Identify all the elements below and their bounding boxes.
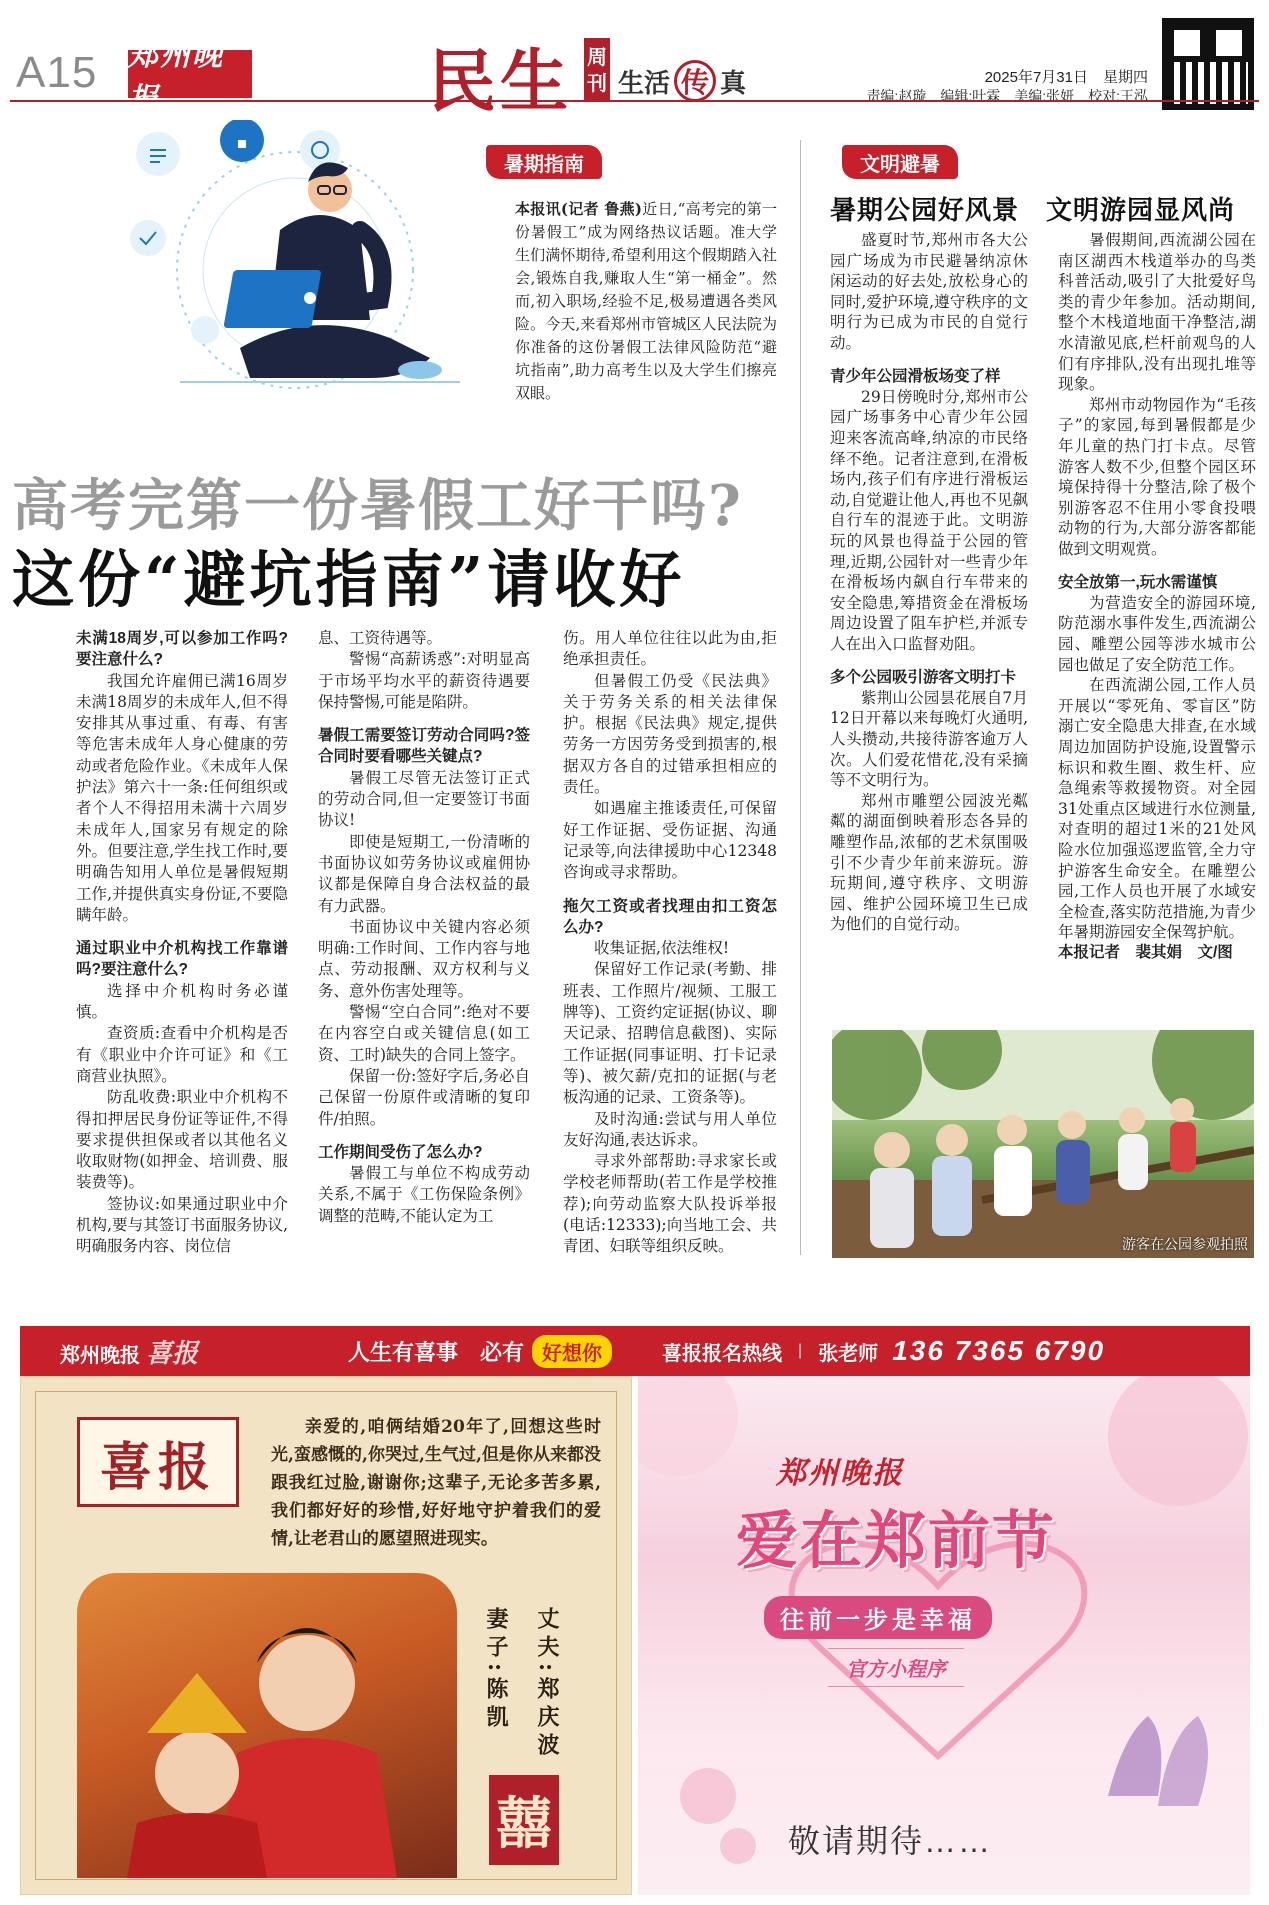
- lead-prefix: 本报讯(记者 鲁燕): [515, 200, 642, 218]
- paragraph: 暑假工尽管无法签订正式的劳动合同,但一定要签订书面协议!: [318, 768, 530, 830]
- masthead-rule: [10, 100, 1259, 102]
- subheading: 多个公园吸引游客文明打卡: [830, 668, 1017, 686]
- paragraph: 及时沟通:尝试与用人单位友好沟通,表达诉求。: [563, 1109, 777, 1149]
- paper-logo: 郑州晚报: [128, 50, 252, 98]
- ad-hotline-label: 喜报报名热线: [662, 1342, 783, 1365]
- laptop-student-illustration: [120, 120, 470, 420]
- byline: 本报记者 裴其娟 文/图: [1058, 943, 1233, 961]
- paragraph: 盛夏时节,郑州市各大公园广场成为市民避暑纳凉休闲运动的好去处,放松身心的同时,爱护环境,遵守秩序的文明行为已成为市民的自觉行动。: [830, 231, 1028, 352]
- paragraph: 郑州市动物园作为“毛孩子”的家园,每到暑假都是少年儿童的热门打卡点。尽管游客人数不少,但整个园区环境保持得十分整洁,除了极个别游客忍不住用小零食投喂动物的行为,大部分游客都能做到文明观赏。: [1058, 395, 1256, 558]
- paragraph: 为营造安全的游园环境,防范溺水事件发生,西流湖公园、雕塑公园等涉水城市公园也做足了安全防范工作。: [1058, 593, 1256, 674]
- park-photo: [832, 1030, 1254, 1258]
- page-number: A15: [16, 48, 98, 97]
- lead-paragraph: [515, 198, 777, 405]
- subheading: 拖欠工资或者找理由扣工资怎么办?: [563, 897, 777, 936]
- right-headline: 暑期公园好风景 文明游园显风尚: [830, 196, 1236, 226]
- ad-phone[interactable]: 136 7365 6790: [892, 1335, 1106, 1366]
- editors-line: 责编:赵璇 编辑:叶霖 美编:张妍 校对:王泓: [866, 88, 1148, 104]
- paragraph-continued: 息、工资待遇等。: [318, 629, 443, 647]
- ad-brand: 好想你: [532, 1335, 612, 1368]
- ad-banner[interactable]: [20, 1326, 1250, 1376]
- headline-main: 高考完第一份暑假工好干吗?: [12, 473, 743, 539]
- paragraph: 保留一份:签好字后,务必自己保留一份原件或清晰的复印件/拍照。: [318, 1066, 530, 1128]
- paragraph: 如遇雇主推诿责任,可保留好工作证据、受伤证据、沟通记录等,向法律援助中心12348咨询或寻求帮助。: [563, 799, 777, 882]
- subheading: 安全放第一,玩水需谨慎: [1058, 573, 1218, 591]
- article-column-2: [318, 628, 530, 1227]
- subheading: 青少年公园滑板场变了样: [830, 367, 1001, 385]
- paragraph: 暑假工与单位不构成劳动关系,不属于《工伤保险条例》调整的范畴,不能认定为工: [318, 1164, 530, 1225]
- mini-program-label[interactable]: 官方小程序: [828, 1648, 964, 1687]
- ad-separator: |: [798, 1342, 803, 1359]
- subheading: 未满18周岁,可以参加工作吗?要注意什么?: [76, 630, 288, 669]
- festival-subtitle: 往前一步是幸福: [764, 1596, 992, 1639]
- paragraph: 我国允许雇佣已满16周岁未满18周岁的未成年人,但不得安排其从事过重、有毒、有害等危害未成年人身心健康的劳动或者危险作业。《未成年人保护法》第六十一条:任何组织或者个人不得招用未满十六周岁未成年人,国家另有规定的除外。但要注意,学生找工作时,要明确告知用人单位是暑假短期工作,并提供真实身份证,不要隐瞒年龄。: [76, 671, 288, 924]
- paragraph: 防乱收费:职业中介机构不得扣押居民身份证等证件,不得要求提供担保或者以其他名义收取财物(如押金、培训费、服装费等)。: [76, 1088, 288, 1192]
- ad-logo: 郑州晚报 喜报: [60, 1338, 199, 1368]
- column-divider: [800, 140, 801, 1255]
- article-column-1: [76, 628, 288, 1258]
- paragraph: 暑假期间,西流湖公园在南区湖西木栈道举办的鸟类科普活动,吸引了大批爱好鸟类的青少年参加。活动期间,整个木栈道地面干净整洁,湖水清澈见底,栏杆前观鸟的人们有序排队,没有出现扎堆等现象。: [1058, 231, 1256, 394]
- wife-name: 妻子:陈凯: [483, 1607, 509, 1734]
- lead-text: 近日,“高考完的第一份暑假工”成为网络热议话题。准大学生们满怀期待,希望利用这个假期踏入社会,锻炼自我,赚取人生“第一桶金”。然而,初入职场,经验不足,极易遭遇各类风险。今天,来看郑州市管城区人民法院为你准备的这份暑假工法律风险防范“避坑指南”,助力高考生以及大学生们擦亮双眼。: [515, 200, 778, 402]
- ad-slogan: 人生有喜事 必有: [348, 1339, 525, 1365]
- wedding-photo: [77, 1573, 457, 1878]
- xibao-stamp: 喜报: [77, 1417, 239, 1507]
- section-name: 民生: [428, 42, 573, 122]
- article-column-3: [563, 628, 777, 1258]
- paragraph: 郑州市雕塑公园波光粼粼的湖面倒映着形态各异的雕塑作品,浓郁的艺术氛围吸引不少青少年前来游玩。游玩期间,遵守秩序、文明游园、维护公园环境卫生已成为他们的自觉行动。: [830, 791, 1028, 934]
- paragraph: 查资质:查看中介机构是否有《职业中介许可证》和《工商营业执照》。: [76, 1024, 288, 1085]
- stay-tuned-text: 敬请期待……: [788, 1823, 993, 1859]
- paragraph: 收集证据,依法维权!: [594, 939, 730, 958]
- subheading: 工作期间受伤了怎么办?: [318, 1143, 483, 1161]
- visitors-photo-art: [832, 1030, 1254, 1258]
- slogan-mark: 传: [674, 60, 716, 102]
- double-happiness-icon: 囍: [489, 1775, 559, 1865]
- paragraph: 但暑假工仍受《民法典》关于劳务关系的相关法律保护。根据《民法典》规定,提供劳务一方因劳务受到损害的,根据双方各自的过错承担相应的责任。: [563, 671, 777, 797]
- qr-code-icon[interactable]: [1162, 18, 1254, 110]
- tag-civil-summer: 文明避暑: [842, 145, 958, 179]
- ad-contact: 张老师: [818, 1342, 879, 1365]
- ad-festival-panel[interactable]: [638, 1376, 1250, 1895]
- paragraph: 即使是短期工,一份清晰的书面协议如劳务协议或雇佣协议都是保障自身合法权益的最有力武器。: [318, 832, 530, 915]
- paragraph: 紫荆山公园昙花展自7月12日开幕以来每晚灯火通明,人头攒动,共接待游客逾万人次。人们爱花惜花,没有采摘等不文明行为。: [830, 688, 1028, 790]
- headline-sub: 这份“避坑指南”请收好: [12, 543, 686, 616]
- paragraph: 保留好工作记录(考勤、排班表、工作照片/视频、工服工牌等)、工资约定证据(协议、聊天记录、招聘信息截图)、实际工作证据(同事证明、打卡记录等)、被欠薪/克扣的证据(与老板沟通的记录、工资条等)。: [563, 960, 777, 1107]
- right-column-1: [830, 230, 1028, 935]
- subheading: 暑假工需要签订劳动合同吗?签合同时要看哪些关键点?: [318, 727, 530, 766]
- couple-names: [481, 1607, 563, 1761]
- paragraph: 选择中介机构时务必谨慎。: [76, 981, 288, 1022]
- ad-message: 亲爱的,咱俩结婚20年了,回想这些时光,蛮感慨的,你哭过,生气过,但是你从来都没跟我红过脸,谢谢你;这辈子,无论多苦多累,我们都好好的珍惜,好好地守护着我们的爱情,让老君山的愿望照进现实。: [271, 1417, 601, 1549]
- issue-date: 2025年7月31日 星期四: [984, 69, 1148, 86]
- festival-logo: 郑州晚报: [776, 1456, 904, 1491]
- paragraph: 警惕“高薪诱惑”:对明显高于市场平均水平的薪资待遇要保持警惕,可能是陷阱。: [318, 650, 530, 711]
- subheading: 通过职业中介机构找工作靠谱吗?要注意什么?: [76, 940, 288, 979]
- paragraph: 签协议:如果通过职业中介机构,要与其签订书面服务协议,明确服务内容、岗位信: [76, 1194, 288, 1256]
- paragraph: 29日傍晚时分,郑州市公园广场事务中心青少年公园迎来客流高峰,纳凉的市民络绎不绝。记者注意到,在滑板场内,孩子们有序进行滑板运动,自觉避让他人,再也不见飙自行车的混迹于此。文明游玩的风景也得益于公园的管理,近期,公园针对一些青少年在滑板场内飙自行车带来的安全隐患,筹措资金在滑板场周边设置了阻车护栏,并派专人在出入口监督劝阻。: [830, 387, 1028, 653]
- tag-summer-guide: 暑期指南: [486, 145, 602, 179]
- husband-name: 丈夫:郑庆波: [534, 1607, 560, 1762]
- ad-wedding-panel: [20, 1376, 632, 1895]
- paragraph: 在西流湖公园,工作人员开展以“零死角、零盲区”防溺亡安全隐患大排查,在水域周边加固防护设施,设置警示标识和救生圈、救生杆、应急绳索等救援物资。对全园31处重点区域进行水位测量,对查明的超过1米的21处风险水位加强巡逻监管,全力守护游客生命安全。在雕塑公园,工作人员也开展了水域安全检查,落实防范措施,为青少年暑期游园安全保驾护航。: [1058, 676, 1256, 942]
- paragraph: 警惕“空白合同”:绝对不要在内容空白或关键信息(如工资、工时)缺失的合同上签字。: [318, 1003, 530, 1064]
- festival-title: 爱在郑前节: [736, 1504, 1057, 1577]
- right-column-2: [1058, 230, 1256, 963]
- section-weekly-badge: 周 刊: [584, 38, 610, 102]
- paragraph-continued: 伤。用人单位往往以此为由,拒绝承担责任。: [563, 629, 777, 669]
- paragraph: 寻求外部帮助:寻求家长或学校老师帮助(若工作是学校推荐);向劳动监察大队投诉举报(电话:12333);向当地工会、共青团、妇联等组织反映。: [563, 1152, 777, 1256]
- section-slogan: 生活 传 真: [618, 60, 746, 102]
- paragraph: 书面协议中关键内容必须明确:工作时间、工作内容与地点、劳动报酬、双方权利与义务、意外伤害处理等。: [318, 917, 530, 1000]
- photo-caption: 游客在公园参观拍照: [1122, 1236, 1248, 1252]
- masthead: [10, 8, 1260, 122]
- couple-photo-art: [77, 1573, 457, 1878]
